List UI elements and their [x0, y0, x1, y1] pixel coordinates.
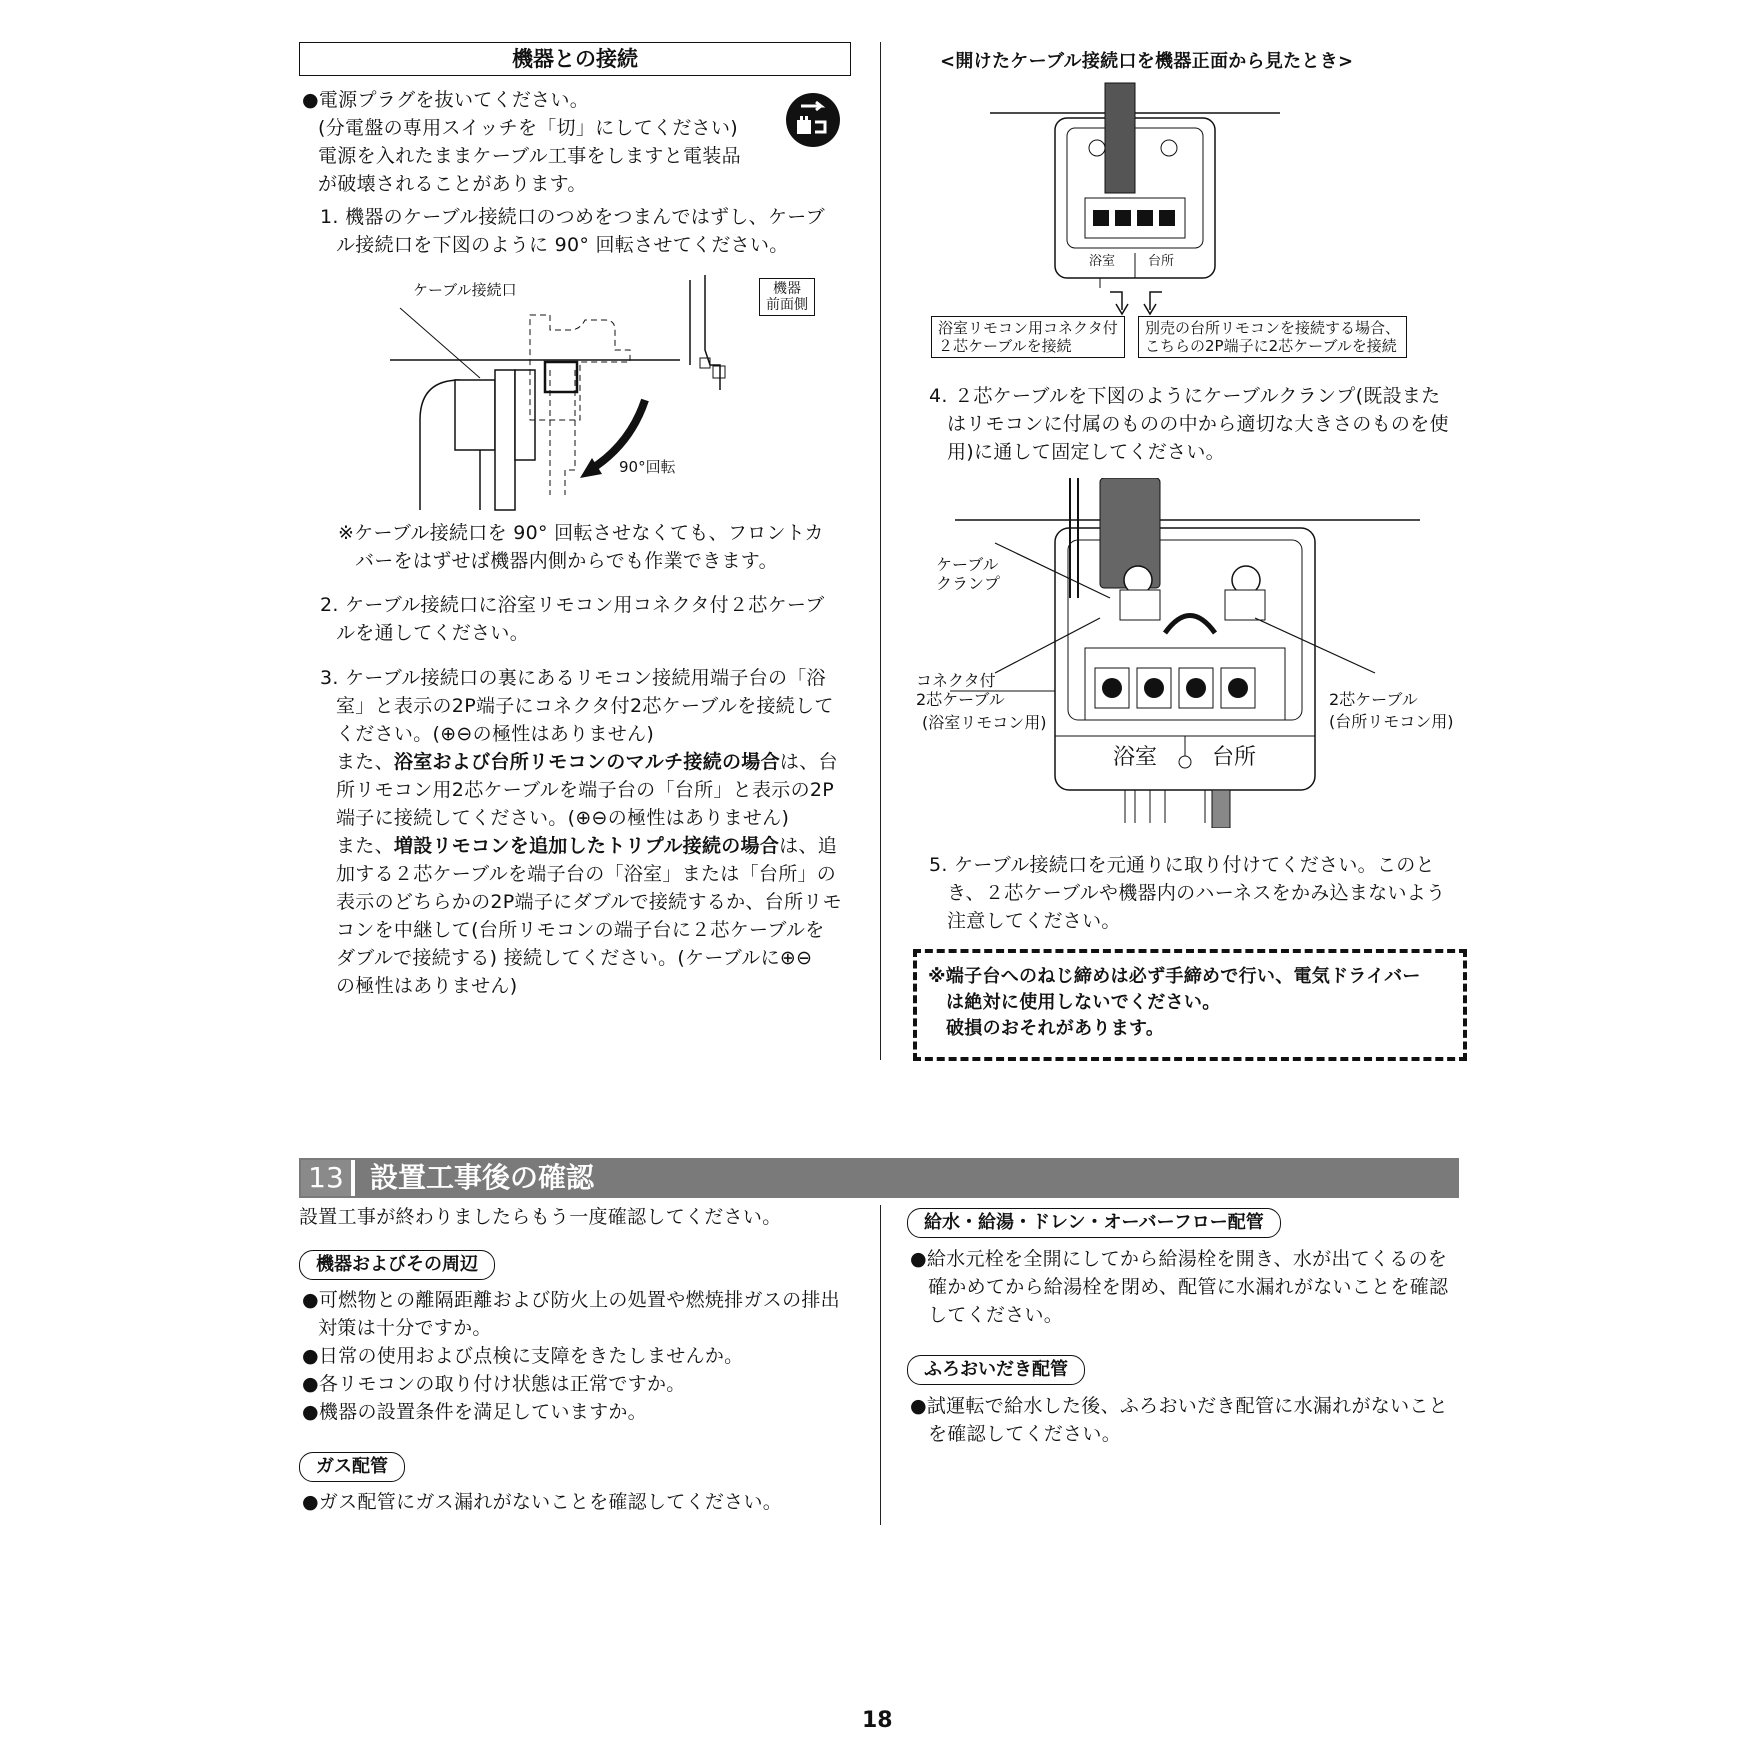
step3-triple-line-2: 加する２芯ケーブルを端子台の「浴室」または「台所」の	[336, 863, 837, 885]
warning-line-1: ※端子台へのねじ締めは必ず手締めで行い、電気ドライバー	[928, 966, 1421, 987]
section13-intro: 設置工事が終わりましたらもう一度確認してください。	[299, 1206, 782, 1228]
equipment-item-2: ●日常の使用および点検に支障をきたしませんか。	[302, 1345, 744, 1367]
step2-line-2: ルを通してください。	[336, 622, 530, 644]
step3-multi-post: は、台	[779, 751, 838, 773]
step4-line-3: 用)に通して固定してください。	[947, 441, 1225, 463]
fig1-label-front-2: 前面側	[766, 297, 808, 313]
fig3-label-conn-3: (浴室リモコン用)	[922, 713, 1047, 732]
warning-line-3: 破損のおそれがあります。	[946, 1018, 1165, 1039]
column-divider-bottom	[880, 1205, 881, 1525]
fig3-label-kitchen: 台所	[1212, 745, 1257, 770]
fig2-label-kitchen: 台所	[1148, 254, 1175, 269]
section13-title: 設置工事後の確認	[370, 1161, 595, 1194]
bullet-line-4: が破壊されることがあります。	[318, 173, 587, 195]
step3-multi-line-3: 端子に接続してください。(⊕⊖の極性はありません)	[336, 807, 790, 829]
fig1-label-front-1: 機器	[773, 281, 801, 297]
bullet-line-3: 電源を入れたままケーブル工事をしますと電装品	[318, 145, 741, 167]
equipment-item-4: ●機器の設置条件を満足していますか。	[302, 1401, 647, 1423]
fig3-label-clamp-2: クランプ	[936, 574, 1001, 593]
step3-multi-line-2: 所リモコン用2芯ケーブルを端子台の「台所」と表示の2P	[336, 779, 835, 801]
step3-triple-line-5: ダブルで接続する) 接続してください。(ケーブルに⊕⊖	[336, 947, 813, 969]
step3-triple-line-6: の極性はありません)	[336, 975, 518, 997]
fig2-title: <開けたケーブル接続口を機器正面から見たとき>	[940, 51, 1354, 72]
fig1-label-cable-port: ケーブル接続口	[413, 281, 517, 299]
fig2-box-right-line-1: 別売の台所リモコンを接続する場合、	[1145, 319, 1401, 337]
fig2-label-bath: 浴室	[1089, 254, 1116, 269]
step3-line-3: ください。(⊕⊖の極性はありません)	[336, 723, 655, 745]
water-item-3: してください。	[928, 1304, 1064, 1326]
step3-triple-bold: 増設リモコンを追加したトリプル接続の場合	[393, 835, 780, 857]
water-item-2: 確かめてから給湯栓を閉め、配管に水漏れがないことを確認	[928, 1276, 1449, 1298]
section-heading-connection: 機器との接続	[299, 42, 851, 76]
step5-line-2: き、２芯ケーブルや機器内のハーネスをかみ込まないよう	[947, 882, 1446, 904]
step3-multi-pre: また、	[336, 751, 394, 773]
bullet-line-1: ●電源プラグを抜いてください。	[302, 89, 590, 111]
water-heading: 給水・給湯・ドレン・オーバーフロー配管	[907, 1208, 1281, 1238]
step3-triple-line	[336, 832, 837, 860]
step1-line-2: ル接続口を下図のように 90° 回転させてください。	[336, 234, 789, 256]
fig1-label-rotate: 90°回転	[619, 458, 676, 476]
column-divider-top	[880, 42, 881, 1060]
step4-line-1: 4. ２芯ケーブルを下図のようにケーブルクランプ(既設また	[929, 385, 1441, 407]
step3-multi-bold: 浴室および台所リモコンのマルチ接続の場合	[393, 751, 780, 773]
step3-triple-line-4: コンを中継して(台所リモコンの端子台に２芯ケーブルを	[336, 919, 825, 941]
gas-heading: ガス配管	[299, 1452, 405, 1482]
step3-triple-pre: また、	[336, 835, 394, 857]
equipment-item-3: ●各リモコンの取り付け状態は正常ですか。	[302, 1373, 686, 1395]
gas-item-1: ●ガス配管にガス漏れがないことを確認してください。	[302, 1491, 783, 1513]
page-number: 18	[862, 1708, 893, 1733]
bath-item-2: を確認してください。	[928, 1423, 1122, 1445]
fig1-label-front-box	[759, 278, 815, 316]
bullet-line-2: (分電盤の専用スイッチを「切」にしてください)	[318, 117, 738, 139]
step3-line-2: 室」と表示の2P端子にコネクタ付2芯ケーブルを接続して	[336, 695, 834, 717]
step3-triple-line-3: 表示のどちらかの2P端子にダブルで接続するか、台所リモ	[336, 891, 842, 913]
fig2-box-left-line-2: ２芯ケーブルを接続	[938, 337, 1072, 355]
step1-line-1: 1. 機器のケーブル接続口のつめをつまんではずし、ケーブ	[320, 206, 825, 228]
fig2-box-right	[1138, 316, 1407, 358]
step2-line-1: 2. ケーブル接続口に浴室リモコン用コネクタ付２芯ケーブ	[320, 594, 825, 616]
water-item-1: ●給水元栓を全開にしてから給湯栓を開き、水が出てくるのを	[910, 1248, 1448, 1270]
step5-line-3: 注意してください。	[947, 910, 1121, 932]
equipment-item-1b: 対策は十分ですか。	[318, 1317, 492, 1339]
note-line-2: バーをはずせば機器内側からでも作業できます。	[355, 550, 778, 572]
step4-line-2: はリモコンに付属のものの中から適切な大きさのものを使	[947, 413, 1449, 435]
bath-heading: ふろおいだき配管	[907, 1355, 1085, 1385]
cable-clamp-figure	[950, 478, 1430, 828]
fig3-label-two-1: 2芯ケーブル	[1329, 690, 1418, 709]
note-line-1: ※ケーブル接続口を 90° 回転させなくても、フロントカ	[338, 522, 824, 544]
fig2-box-left-line-1: 浴室リモコン用コネクタ付	[938, 319, 1118, 337]
fig3-label-two-2: (台所リモコン用)	[1329, 712, 1454, 731]
step3-triple-post: は、追	[779, 835, 838, 857]
equipment-item-1: ●可燃物との離隔距離および防火上の処置や燃焼排ガスの排出	[302, 1289, 840, 1311]
step3-multi-line	[336, 748, 838, 776]
fig2-box-left	[931, 316, 1125, 358]
fig3-label-conn-2: 2芯ケーブル	[916, 690, 1005, 709]
warning-line-2: は絶対に使用しないでください。	[946, 992, 1221, 1013]
fig2-box-right-line-2: こちらの2P端子に2芯ケーブルを接続	[1145, 337, 1397, 355]
section13-number: 13	[301, 1160, 355, 1196]
power-unplug-icon	[785, 92, 841, 148]
step3-line-1: 3. ケーブル接続口の裏にあるリモコン接続用端子台の「浴	[320, 667, 826, 689]
step5-line-1: 5. ケーブル接続口を元通りに取り付けてください。このと	[929, 854, 1435, 876]
fig3-label-conn-1: コネクタ付	[916, 671, 996, 690]
fig3-label-bath: 浴室	[1113, 745, 1158, 770]
terminal-block-front-figure	[985, 78, 1285, 288]
fig3-label-clamp-1: ケーブル	[936, 555, 999, 574]
equipment-heading: 機器およびその周辺	[299, 1250, 495, 1280]
bath-item-1: ●試運転で給水した後、ふろおいだき配管に水漏れがないこと	[910, 1395, 1448, 1417]
